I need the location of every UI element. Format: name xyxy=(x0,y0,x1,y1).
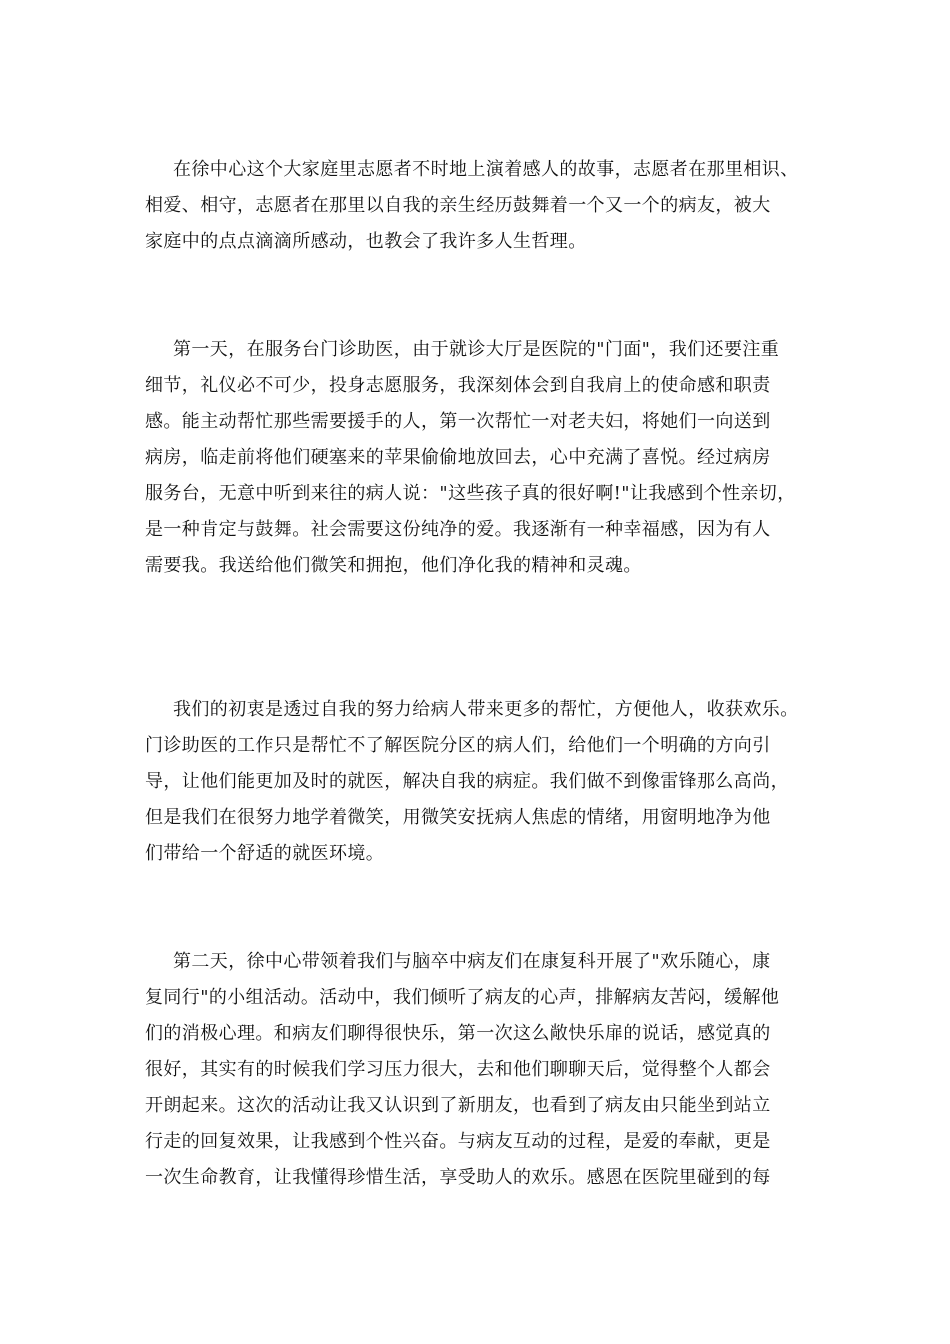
paragraph-line: 我们的初衷是透过自我的努力给病人带来更多的帮忙，方便他人，收获欢乐。 xyxy=(173,699,799,720)
paragraph-line: 是一种肯定与鼓舞。社会需要这份纯净的爱。我逐渐有一种幸福感，因为有人 xyxy=(145,519,771,540)
paragraph-line: 很好，其实有的时候我们学习压力很大，去和他们聊聊天后，觉得整个人都会 xyxy=(145,1059,771,1080)
paragraph-line: 开朗起来。这次的活动让我又认识到了新朋友，也看到了病友由只能坐到站立 xyxy=(145,1095,771,1116)
paragraph-line: 们带给一个舒适的就医环境。 xyxy=(145,843,385,864)
paragraph-line: 导，让他们能更加及时的就医，解决自我的病症。我们做不到像雷锋那么高尚， xyxy=(145,771,789,792)
paragraph-2 xyxy=(145,332,815,584)
paragraph-line: 复同行"的小组活动。活动中，我们倾听了病友的心声，排解病友苦闷，缓解他 xyxy=(145,987,780,1008)
paragraph-4 xyxy=(145,944,815,1196)
paragraph-line: 一次生命教育，让我懂得珍惜生活，享受助人的欢乐。感恩在医院里碰到的每 xyxy=(145,1167,771,1188)
paragraph-line: 服务台，无意中听到来往的病人说："这些孩子真的很好啊!"让我感到个性亲切， xyxy=(145,483,796,504)
paragraph-line: 病房，临走前将他们硬塞来的苹果偷偷地放回去，心中充满了喜悦。经过病房 xyxy=(145,447,771,468)
paragraph-line: 在徐中心这个大家庭里志愿者不时地上演着感人的故事，志愿者在那里相识、 xyxy=(173,159,799,180)
paragraph-line: 第二天，徐中心带领着我们与脑卒中病友们在康复科开展了"欢乐随心，康 xyxy=(173,951,771,972)
paragraph-line: 家庭中的点点滴滴所感动，也教会了我许多人生哲理。 xyxy=(145,231,587,252)
paragraph-3 xyxy=(145,692,815,872)
paragraph-line: 们的消极心理。和病友们聊得很快乐，第一次这么敞快乐扉的说话，感觉真的 xyxy=(145,1023,771,1044)
paragraph-line: 行走的回复效果，让我感到个性兴奋。与病友互动的过程，是爱的奉献，更是 xyxy=(145,1131,771,1152)
paragraph-line: 第一天，在服务台门诊助医，由于就诊大厅是医院的"门面"，我们还要注重 xyxy=(173,339,780,360)
paragraph-line: 感。能主动帮忙那些需要援手的人，第一次帮忙一对老夫妇，将她们一向送到 xyxy=(145,411,771,432)
paragraph-line: 细节，礼仪必不可少，投身志愿服务，我深刻体会到自我肩上的使命感和职责 xyxy=(145,375,771,396)
paragraph-line: 但是我们在很努力地学着微笑，用微笑安抚病人焦虑的情绪，用窗明地净为他 xyxy=(145,807,771,828)
paragraph-line: 门诊助医的工作只是帮忙不了解医院分区的病人们，给他们一个明确的方向引 xyxy=(145,735,771,756)
paragraph-line: 相爱、相守，志愿者在那里以自我的亲生经历鼓舞着一个又一个的病友，被大 xyxy=(145,195,771,216)
paragraph-line: 需要我。我送给他们微笑和拥抱，他们净化我的精神和灵魂。 xyxy=(145,555,642,576)
paragraph-1 xyxy=(145,152,815,260)
